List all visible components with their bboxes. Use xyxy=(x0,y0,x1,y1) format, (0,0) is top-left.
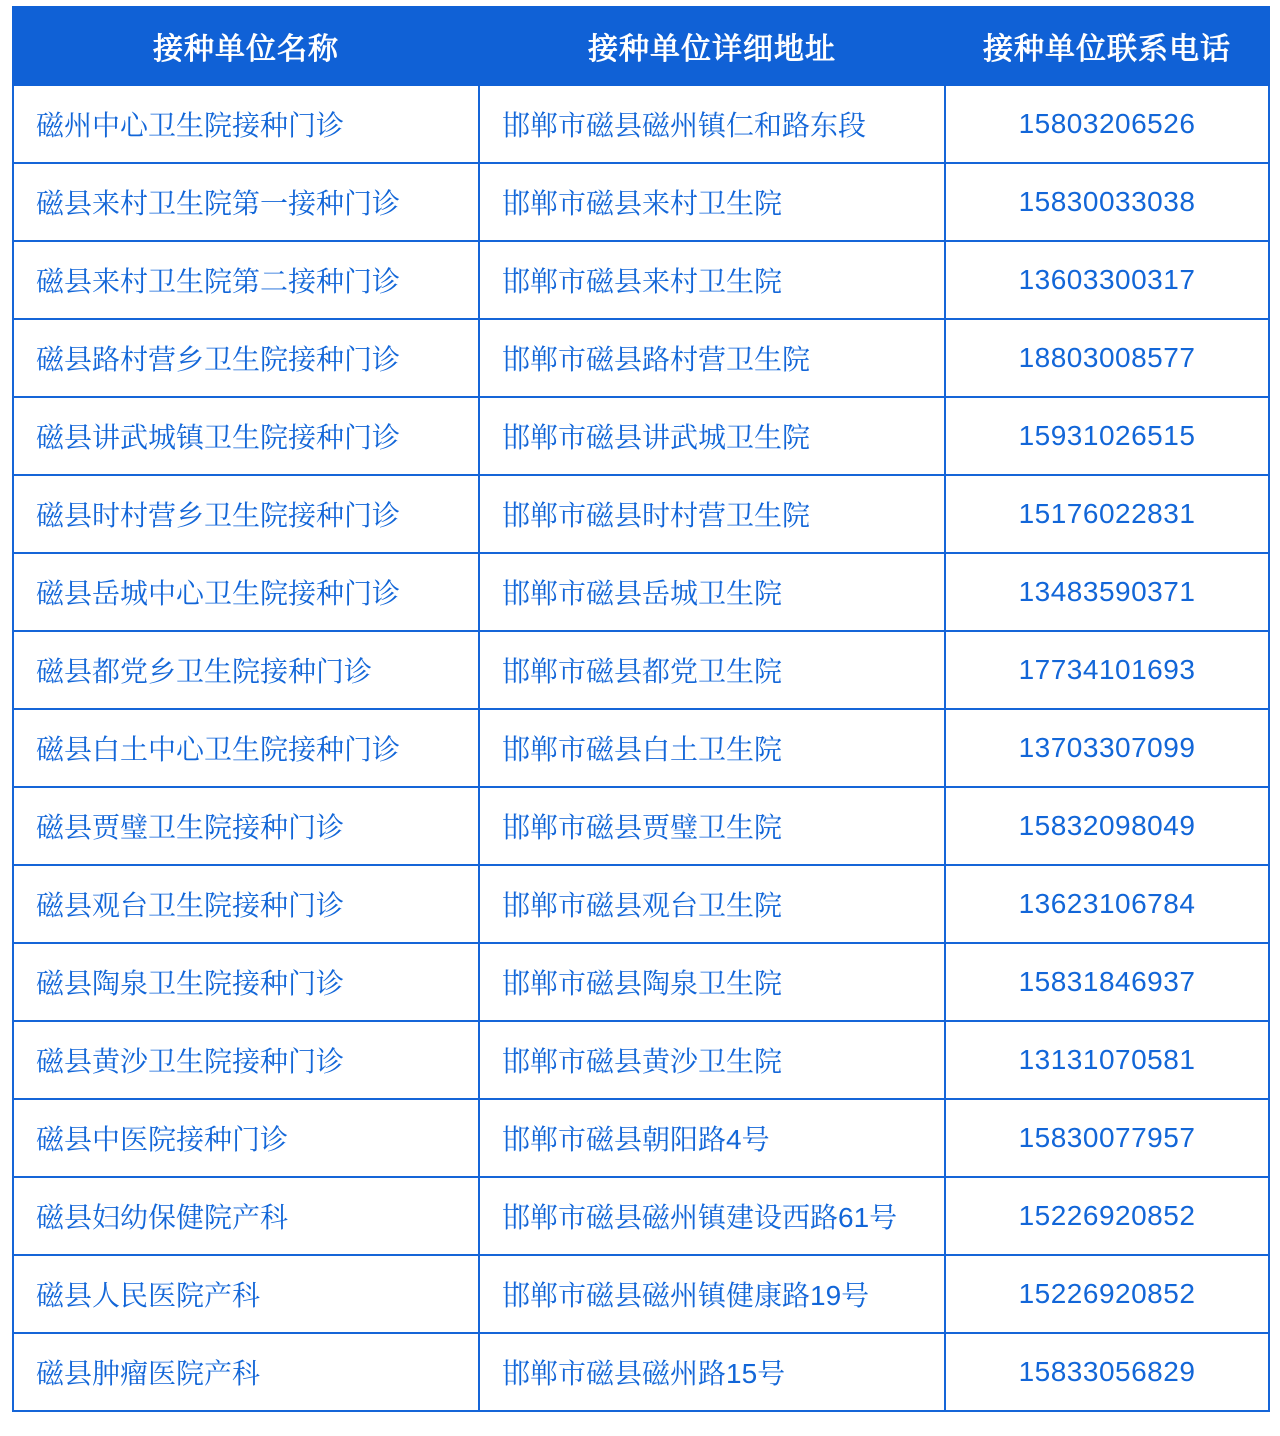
cell-site-name: 磁县路村营乡卫生院接种门诊 xyxy=(13,319,479,397)
table-body xyxy=(13,85,1269,1411)
cell-site-address: 邯郸市磁县来村卫生院 xyxy=(479,163,945,241)
table-row xyxy=(13,553,1269,631)
cell-site-address: 邯郸市磁县白土卫生院 xyxy=(479,709,945,787)
cell-site-phone: 15176022831 xyxy=(945,475,1269,553)
cell-site-name: 磁县时村营乡卫生院接种门诊 xyxy=(13,475,479,553)
cell-site-phone: 13623106784 xyxy=(945,865,1269,943)
column-header-address: 接种单位详细地址 xyxy=(479,7,945,85)
cell-site-address: 邯郸市磁县都党卫生院 xyxy=(479,631,945,709)
table-header xyxy=(13,7,1269,85)
table-row xyxy=(13,475,1269,553)
cell-site-phone: 15831846937 xyxy=(945,943,1269,1021)
vaccination-sites-table xyxy=(12,6,1270,1412)
cell-site-phone: 13703307099 xyxy=(945,709,1269,787)
cell-site-address: 邯郸市磁县时村营卫生院 xyxy=(479,475,945,553)
table-row xyxy=(13,163,1269,241)
table-row xyxy=(13,319,1269,397)
table-row xyxy=(13,631,1269,709)
table-row xyxy=(13,397,1269,475)
table-row xyxy=(13,1099,1269,1177)
cell-site-name: 磁县贾璧卫生院接种门诊 xyxy=(13,787,479,865)
cell-site-name: 磁县讲武城镇卫生院接种门诊 xyxy=(13,397,479,475)
table-row xyxy=(13,787,1269,865)
cell-site-address: 邯郸市磁县岳城卫生院 xyxy=(479,553,945,631)
table-header-row xyxy=(13,7,1269,85)
cell-site-phone: 13603300317 xyxy=(945,241,1269,319)
cell-site-name: 磁县黄沙卫生院接种门诊 xyxy=(13,1021,479,1099)
table-row xyxy=(13,1177,1269,1255)
table-row xyxy=(13,1255,1269,1333)
cell-site-phone: 15830077957 xyxy=(945,1099,1269,1177)
cell-site-phone: 18803008577 xyxy=(945,319,1269,397)
cell-site-phone: 15830033038 xyxy=(945,163,1269,241)
cell-site-address: 邯郸市磁县磁州镇建设西路61号 xyxy=(479,1177,945,1255)
cell-site-phone: 15226920852 xyxy=(945,1177,1269,1255)
table-row xyxy=(13,241,1269,319)
cell-site-name: 磁县人民医院产科 xyxy=(13,1255,479,1333)
cell-site-address: 邯郸市磁县朝阳路4号 xyxy=(479,1099,945,1177)
column-header-name: 接种单位名称 xyxy=(13,7,479,85)
cell-site-name: 磁县岳城中心卫生院接种门诊 xyxy=(13,553,479,631)
cell-site-name: 磁县妇幼保健院产科 xyxy=(13,1177,479,1255)
column-header-phone: 接种单位联系电话 xyxy=(945,7,1269,85)
cell-site-address: 邯郸市磁县磁州镇仁和路东段 xyxy=(479,85,945,163)
cell-site-address: 邯郸市磁县黄沙卫生院 xyxy=(479,1021,945,1099)
cell-site-name: 磁县中医院接种门诊 xyxy=(13,1099,479,1177)
cell-site-phone: 15833056829 xyxy=(945,1333,1269,1411)
cell-site-name: 磁县肿瘤医院产科 xyxy=(13,1333,479,1411)
cell-site-phone: 17734101693 xyxy=(945,631,1269,709)
cell-site-address: 邯郸市磁县路村营卫生院 xyxy=(479,319,945,397)
cell-site-address: 邯郸市磁县陶泉卫生院 xyxy=(479,943,945,1021)
table-row xyxy=(13,709,1269,787)
cell-site-name: 磁县观台卫生院接种门诊 xyxy=(13,865,479,943)
cell-site-name: 磁县陶泉卫生院接种门诊 xyxy=(13,943,479,1021)
cell-site-phone: 15832098049 xyxy=(945,787,1269,865)
table-row xyxy=(13,85,1269,163)
cell-site-name: 磁县来村卫生院第一接种门诊 xyxy=(13,163,479,241)
cell-site-address: 邯郸市磁县磁州路15号 xyxy=(479,1333,945,1411)
table-row xyxy=(13,943,1269,1021)
cell-site-name: 磁县白土中心卫生院接种门诊 xyxy=(13,709,479,787)
cell-site-phone: 13483590371 xyxy=(945,553,1269,631)
cell-site-name: 磁县来村卫生院第二接种门诊 xyxy=(13,241,479,319)
table-row xyxy=(13,1333,1269,1411)
table-row xyxy=(13,865,1269,943)
cell-site-phone: 13131070581 xyxy=(945,1021,1269,1099)
cell-site-address: 邯郸市磁县贾璧卫生院 xyxy=(479,787,945,865)
cell-site-address: 邯郸市磁县来村卫生院 xyxy=(479,241,945,319)
table-row xyxy=(13,1021,1269,1099)
cell-site-name: 磁州中心卫生院接种门诊 xyxy=(13,85,479,163)
cell-site-phone: 15803206526 xyxy=(945,85,1269,163)
cell-site-address: 邯郸市磁县磁州镇健康路19号 xyxy=(479,1255,945,1333)
cell-site-address: 邯郸市磁县观台卫生院 xyxy=(479,865,945,943)
cell-site-phone: 15226920852 xyxy=(945,1255,1269,1333)
cell-site-name: 磁县都党乡卫生院接种门诊 xyxy=(13,631,479,709)
cell-site-phone: 15931026515 xyxy=(945,397,1269,475)
cell-site-address: 邯郸市磁县讲武城卫生院 xyxy=(479,397,945,475)
